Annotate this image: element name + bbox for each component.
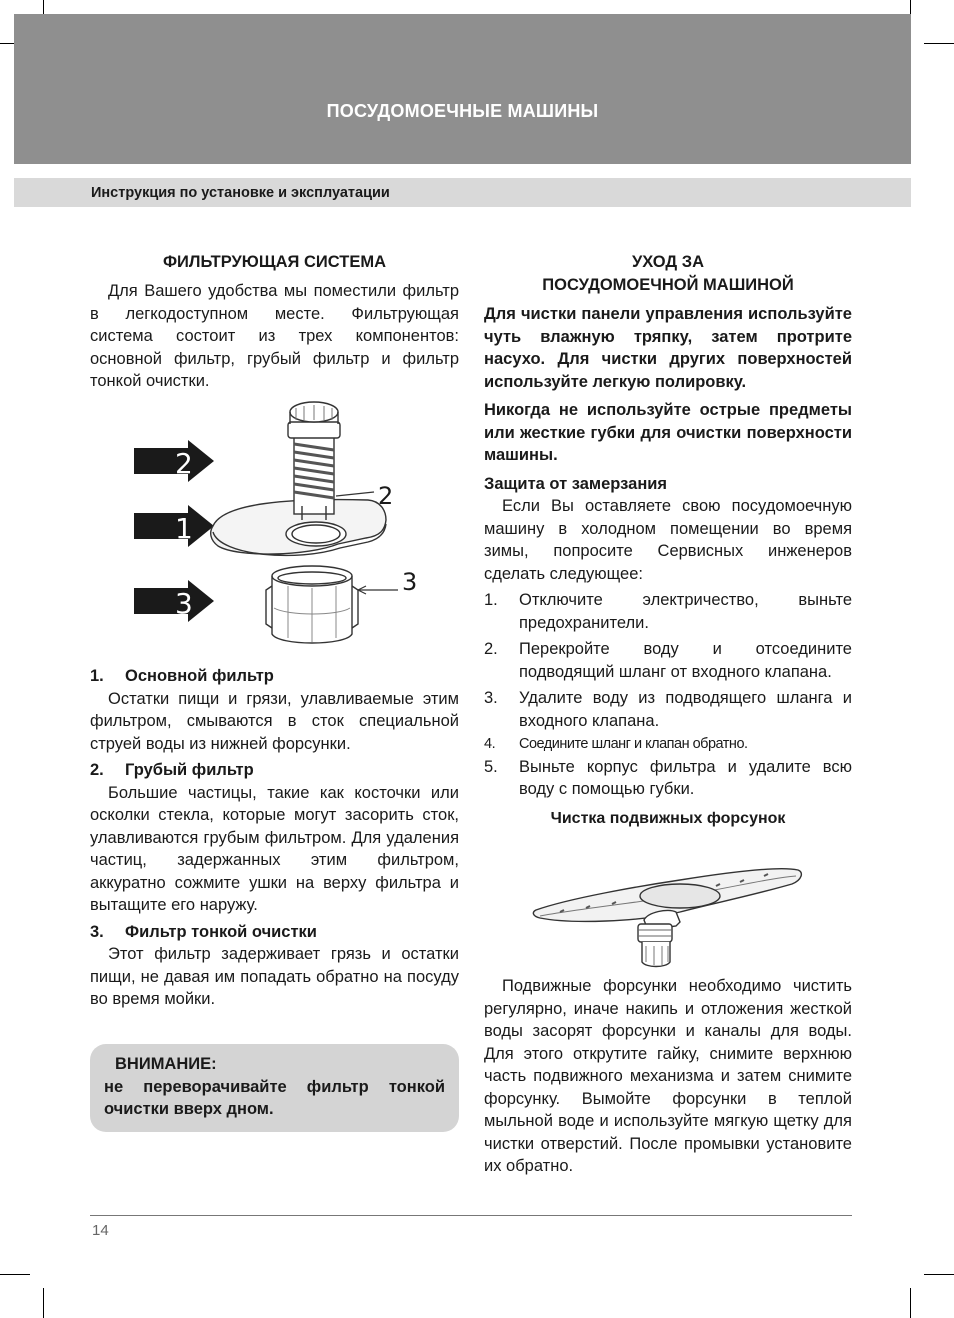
callout-label-2: 2 (378, 482, 394, 510)
freeze-step-text: Удалите воду из подводящего шланга и входного клапана. (519, 689, 852, 730)
care-bold-paragraph-1: Для чистки панели управления используйте чуть влажную тряпку, затем протрите насухо. Для чистки других поверхностей используйте легкую полировку. (484, 305, 852, 391)
freeze-steps-list (484, 589, 852, 801)
filter-item-title: Фильтр тонкой очистки (125, 922, 317, 941)
freeze-step (484, 756, 852, 801)
header-band (14, 14, 911, 164)
filter-item (90, 665, 459, 755)
arrow-label-3 (134, 580, 214, 622)
filter-system-diagram (128, 398, 428, 660)
crop-mark (910, 1288, 911, 1318)
header-title: ПОСУДОМОЕЧНЫЕ МАШИНЫ (326, 101, 599, 121)
spray-arm-cleaning-title: Чистка подвижных форсунок (550, 809, 786, 827)
callout-label-3: 3 (402, 568, 418, 596)
callout-line-2 (336, 492, 374, 496)
filter-item-number: 2. (90, 761, 104, 779)
arrow-label-2-text: 2 (175, 447, 193, 480)
fine-filter-cup (266, 566, 358, 643)
section-heading-care-line1: УХОД ЗА (631, 253, 705, 271)
coarse-filter (288, 402, 340, 520)
spray-arm-cleaning-text: Подвижные форсунки необходимо чистить регулярно, иначе накипь и отложения жесткой воды засорят форсунки и каналы для воды. Для этого открутите гайку, снимите верхнюю часть подвижного механизма и затем снимите форсунку. Вымойте форсунки в теплой мыльной воде и используйте мягкую щетку для чистки отверстий. После промывки установите их обратно. (484, 977, 852, 1175)
filter-item-heading (90, 759, 459, 782)
filter-item-text: Остатки пищи и грязи, улавливаемые этим фильтром, смываются в сток специальной струей воды из нижней форсунки. (90, 689, 459, 753)
warning-text: не переворачивайте фильтр тонкой очистки вверх дном. (104, 1077, 445, 1118)
filter-item (90, 759, 459, 917)
warning-box (90, 1044, 459, 1132)
freeze-protection-intro: Если Вы оставляете свою посудомоечную машину в холодном помещении во время зимы, попросите Сервисных инженеров сделать следующее: (484, 497, 852, 583)
filter-item-number: 1. (90, 667, 104, 685)
spray-arm-text-block (484, 975, 852, 1178)
freeze-step-text: Перекройте воду и отсоедините подводящий шланг от входного клапана. (519, 640, 852, 681)
arrow-label-1 (134, 505, 214, 547)
freeze-step (484, 687, 852, 732)
care-bold-paragraph-2: Никогда не используйте острые предметы или жесткие губки для очистки поверхности машины. (484, 401, 852, 464)
crop-mark (924, 43, 954, 44)
freeze-step-number: 2. (484, 640, 498, 658)
right-column (484, 251, 852, 830)
filter-item-title: Основной фильтр (125, 667, 274, 685)
left-column-intro (90, 251, 459, 393)
filter-item-heading (90, 921, 459, 944)
section-heading-care-line2: ПОСУДОМОЕЧНОЙ МАШИНОЙ (542, 276, 794, 294)
freeze-step-number: 3. (484, 689, 498, 707)
freeze-step-number: 4. (484, 736, 496, 752)
left-column-items (90, 665, 459, 1011)
crop-mark (43, 1288, 44, 1318)
filter-item-number: 3. (90, 922, 104, 941)
filter-item (90, 921, 459, 1011)
crop-mark (924, 1274, 954, 1275)
freeze-step-number: 1. (484, 591, 498, 609)
arrow-label-2 (134, 440, 214, 482)
freeze-step-text: Соедините шланг и клапан обратно. (519, 736, 748, 752)
freeze-protection-title: Защита от замерзания (484, 474, 668, 493)
filter-item-text: Большие частицы, такие как косточки или осколки стекла, которые могут засорить сток, улавливаются грубым фильтром. Для удаления частиц, задержанных этим фильтром, аккуратно сожмите ушки на верху фильтра и вытащите его наружу. (90, 783, 459, 914)
filter-item-text: Этот фильтр задерживает грязь и остатки пищи, не давая им попадать обратно на посуду во время мойки. (90, 945, 459, 1008)
page-number: 14 (92, 1222, 109, 1239)
freeze-step (484, 589, 852, 634)
arrow-label-1-text: 1 (175, 512, 193, 545)
filter-item-heading (90, 665, 459, 688)
filter-intro-text: Для Вашего удобства мы поместили фильтр в легкодоступном месте. Фильтрующая система состоит из трех компонентов: основной фильтр, грубый фильтр и фильтр тонкой очистки. (90, 282, 459, 390)
arrow-label-3-text: 3 (175, 587, 193, 620)
section-heading-filter: ФИЛЬТРУЮЩАЯ СИСТЕМА (162, 253, 387, 271)
crop-mark (0, 1274, 30, 1275)
footer-divider (90, 1215, 852, 1216)
spray-arm-diagram (530, 862, 805, 972)
warning-title: ВНИМАНИЕ: (115, 1055, 217, 1073)
freeze-step-number: 5. (484, 757, 498, 776)
filter-item-title: Грубый фильтр (125, 761, 254, 779)
freeze-step (484, 638, 852, 683)
freeze-step-text: Выньте корпус фильтра и удалите всю воду с помощью губки. (519, 757, 852, 798)
freeze-step (484, 733, 852, 756)
subheader-band (14, 178, 911, 207)
subheader-title: Инструкция по установке и эксплуатации (91, 185, 390, 201)
freeze-step-text: Отключите электричество, выньте предохранители. (519, 591, 852, 632)
